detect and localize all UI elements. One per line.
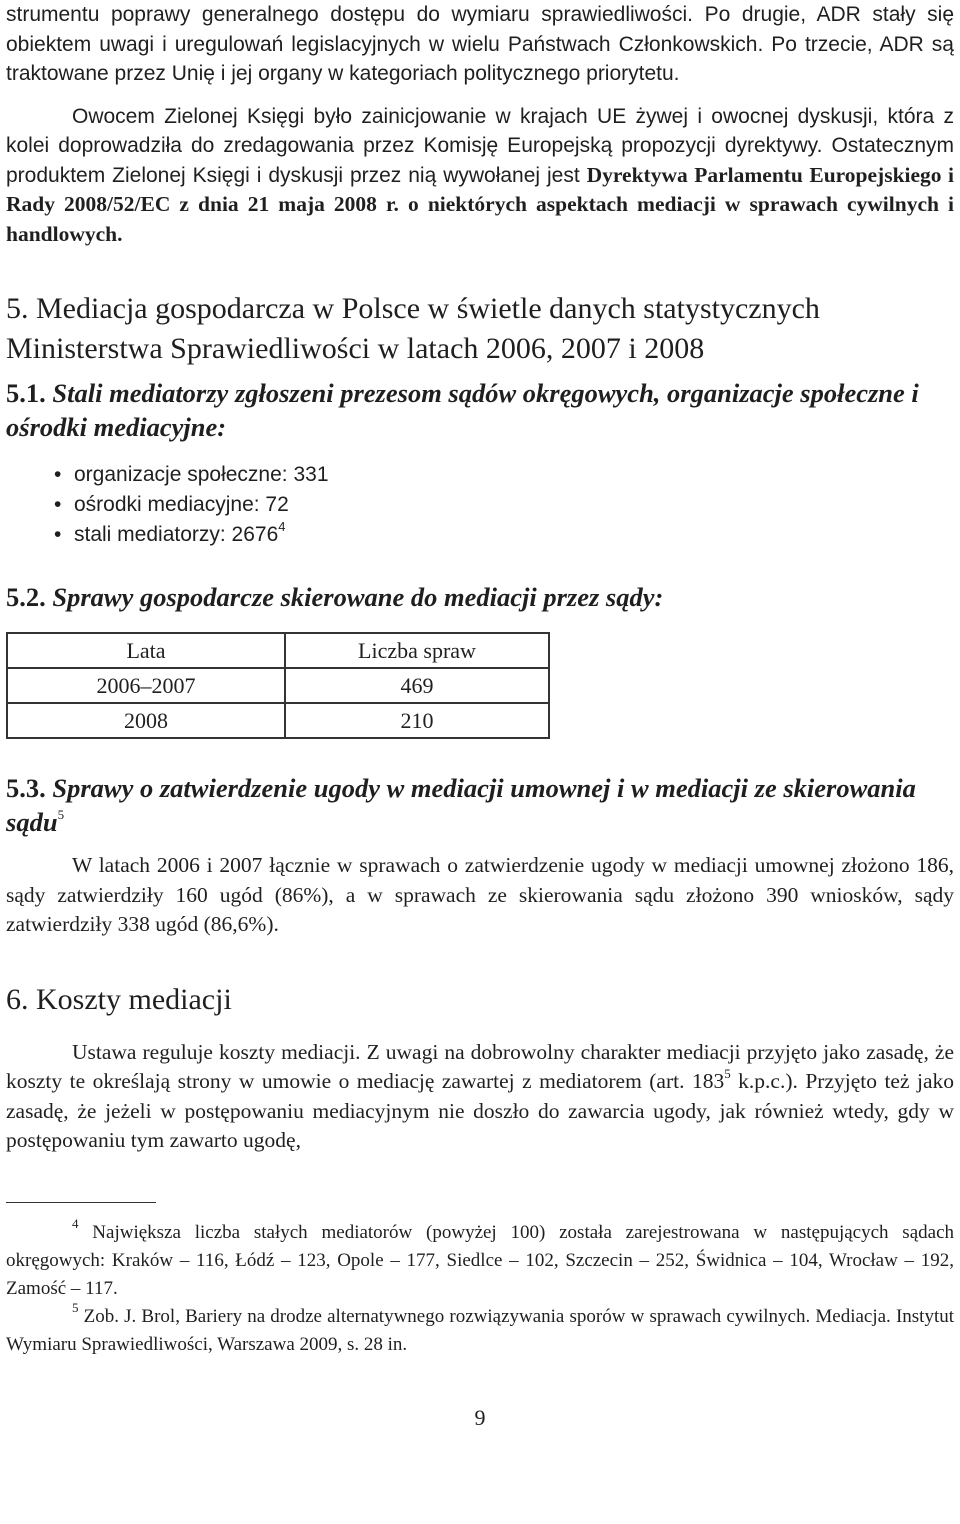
- article-superscript: 5: [724, 1065, 731, 1081]
- section-5-1-heading: [6, 376, 954, 444]
- section-5-2-heading: [6, 580, 954, 614]
- footnote-text: Zob. J. Brol, Bariery na drodze alternatywnego rozwiązywania sporów w sprawach cywilnych. Mediacja. Instytut Wymiaru Sprawiedliwości, Warszawa 2009, s. 28 in.: [6, 1305, 954, 1355]
- list-item-text: stali mediatorzy: 2676: [74, 523, 279, 546]
- page-number: 9: [474, 1404, 486, 1430]
- intro-paragraph-1: strumentu poprawy generalnego dostępu do wymiaru sprawiedliwości. Po drugie, ADR stały się obiektem uwagi i uregulowań legislacyjnych w wielu Państwach Członkowskich. Po trzecie, ADR są traktowane przez Unię i jej organy w kategoriach politycznego priorytetu.: [6, 3, 954, 85]
- section-6-text-a: Ustawa reguluje koszty mediacji. Z uwagi na dobrowolny charakter mediacji przyjęto jako zasadę, że koszty te określają strony w umowie o mediację zawartej z mediatorem (art. 183: [6, 1039, 954, 1093]
- intro-paragraph-2: [6, 102, 954, 250]
- footnote-mark: 4: [72, 1216, 79, 1232]
- section-5-heading: 5. Mediacja gospodarcza w Polsce w świetle danych statystycznych Ministerstwa Sprawiedliwości w latach 2006, 2007 i 2008: [6, 292, 820, 365]
- list-item: [54, 519, 954, 550]
- bullet-icon: •: [54, 463, 62, 486]
- statistics-list: [6, 460, 954, 550]
- cell-years: 2006–2007: [7, 668, 285, 703]
- section-5-1-title: Stali mediatorzy zgłoszeni prezesom sądów okręgowych, organizacje społeczne i ośrodki mediacyjne:: [6, 378, 919, 442]
- footnotes: [6, 1216, 955, 1359]
- header-case-count: Liczba spraw: [285, 633, 549, 668]
- footnote-separator: [6, 1202, 156, 1203]
- section-5-2-number: 5.2.: [6, 582, 46, 612]
- cell-count: 210: [285, 703, 549, 738]
- table-row: [7, 703, 549, 738]
- section-5-3-paragraph: W latach 2006 i 2007 łącznie w sprawach o zatwierdzenie ugody w mediacji umownej złożono 186, sądy zatwierdziły 160 ugód (86%), a w sprawach ze skierowania sądu złożono 390 wniosków, sądy zatwierdziły 338 ugód (86,6%).: [6, 853, 954, 936]
- cell-count: 469: [285, 668, 549, 703]
- intro-paragraph-2-text: Owocem Zielonej Księgi było zainicjowanie w krajach UE żywej i owocnej dyskusji, która z kolei doprowadziła do zredagowania przez Komisję Europejską propozycji dyrektywy. Ostatecznym produktem Zielonej Księgi i dyskusji przez nią wywołanej jest: [6, 104, 954, 187]
- section-5-3-title: Sprawy o zatwierdzenie ugody w mediacji umownej i w mediacji ze skierowania sądu: [6, 773, 916, 837]
- cell-years: 2008: [7, 703, 285, 738]
- table-header-row: [7, 633, 549, 668]
- footnote-5: [6, 1300, 954, 1359]
- document-page: [6, 0, 954, 1431]
- section-6-text-b: k.p.c.). Przyjęto też jako zasadę, że jeżeli w postępowaniu mediacyjnym nie doszło do zawarcia ugody, jak również wtedy, gdy w postępowaniu tym zawarto ugodę,: [6, 1069, 954, 1152]
- list-item-text: organizacje społeczne: 331: [74, 463, 329, 486]
- section-5-3-number: 5.3.: [6, 773, 46, 803]
- bullet-icon: •: [54, 523, 62, 546]
- footnote-mark: 5: [72, 1300, 79, 1316]
- list-item: [54, 460, 954, 490]
- bullet-icon: •: [54, 493, 62, 516]
- list-item-text: ośrodki mediacyjne: 72: [74, 493, 289, 516]
- footnote-ref-4[interactable]: 4: [278, 519, 286, 534]
- header-years: Lata: [7, 633, 285, 668]
- section-6-heading: 6. Koszty mediacji: [6, 982, 232, 1016]
- section-6-paragraph: [6, 1038, 954, 1156]
- list-item: [54, 490, 954, 520]
- section-5-1-number: 5.1.: [6, 378, 46, 408]
- cases-table: [6, 632, 550, 739]
- footnote-ref-5[interactable]: 5: [57, 807, 65, 823]
- section-5-2-title: Sprawy gospodarcze skierowane do mediacji przez sądy:: [52, 582, 664, 612]
- table-row: [7, 668, 549, 703]
- section-5-3-heading: [6, 771, 954, 839]
- directive-title: Dyrektywa Parlamentu Europejskiego i Rady 2008/52/EC z dnia 21 maja 2008 r. o niektórych aspektach mediacji w sprawach cywilnych i handlowych.: [6, 162, 955, 246]
- footnote-4: [6, 1216, 955, 1303]
- footnote-text: Największa liczba stałych mediatorów (powyżej 100) została zarejestrowana w następujących sądach okręgowych: Kraków – 116, Łódź – 123, Opole – 177, Siedlce – 102, Szczecin – 252, Świdnica – 104, Wrocław – 192, Zamość – 117.: [6, 1221, 955, 1299]
